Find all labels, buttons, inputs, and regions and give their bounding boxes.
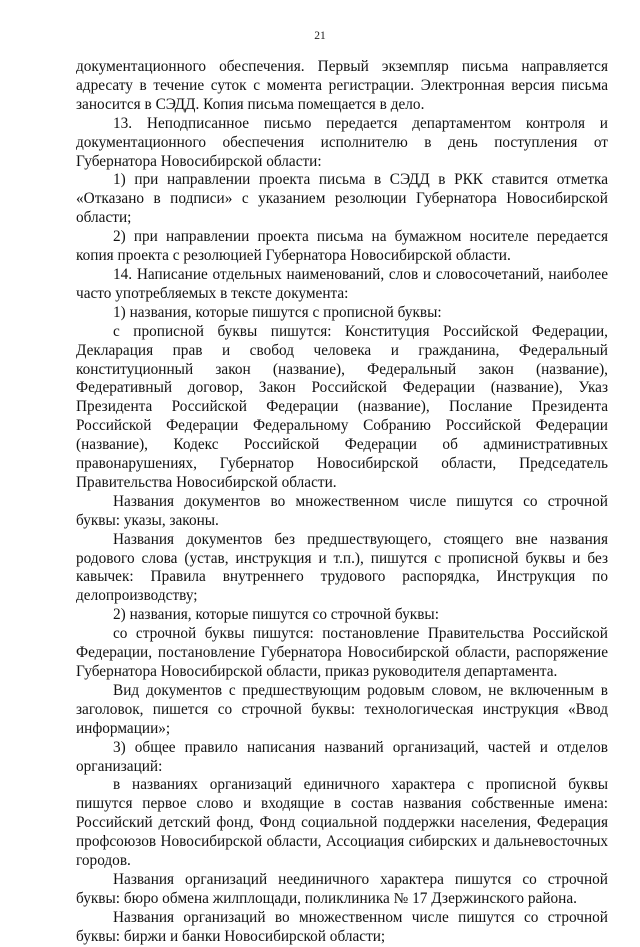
paragraph: 1) названия, которые пишутся с прописной буквы:: [113, 303, 442, 321]
paragraph: 13. Неподписанное письмо передается департаментом контроля и документационного обеспечения исполнителю в день поступления от Губернатора Новосибирской области:: [76, 114, 608, 170]
paragraph: Названия организаций во множественном числе пишутся со строчной буквы: биржи и банки Новосибирской области;: [76, 908, 608, 945]
paragraph: Названия документов во множественном числе пишутся со строчной буквы: указы, законы.: [76, 492, 608, 529]
paragraph: Названия организаций неединичного характера пишутся со строчной буквы: бюро обмена жилплощади, поликлиника № 17 Дзержинского района.: [76, 870, 608, 907]
paragraph: 1) при направлении проекта письма в СЭДД в РКК ставится отметка «Отказано в подписи» с указанием резолюции Губернатора Новосибирской области;: [76, 171, 608, 227]
paragraph: 2) при направлении проекта письма на бумажном носителе передается копия проекта с резолюцией Губернатора Новосибирской области.: [76, 228, 608, 265]
paragraph: Вид документов с предшествующим родовым словом, не включенным в заголовок, пишется со строчной буквы: технологическая инструкция «Ввод информации»;: [76, 681, 608, 737]
document-body: [76, 58, 608, 947]
paragraph: 2) названия, которые пишутся со строчной буквы:: [113, 606, 439, 624]
paragraph: документационного обеспечения. Первый экземпляр письма направляется адресату в течение суток с момента регистрации. Электронная версия письма заносится в СЭДД. Копия письма помещается в дело.: [76, 58, 608, 113]
paragraph: Названия документов без предшествующего, стоящего вне названия родового слова (устав, инструкция и т.п.), пишутся с прописной буквы и без кавычек: Правила внутреннего трудового распорядка, Инструкция по делопроизводству;: [76, 530, 608, 605]
page-number: 21: [314, 30, 326, 42]
paragraph: со строчной буквы пишутся: постановление Правительства Российской Федерации, постановление Губернатора Новосибирской области, распоряжение Губернатора Новосибирской области, приказ руководителя департамента.: [76, 625, 608, 680]
paragraph: в названиях организаций единичного характера с прописной буквы пишутся первое слово и входящие в состав названия собственные имена: Российский детский фонд, Фонд социальной поддержки населения, Федерация профсоюзов Новосибирской области, Ассоциация сибирских и дальневосточных городов.: [76, 776, 608, 870]
paragraph: 3) общее правило написания названий организаций, частей и отделов организаций:: [76, 738, 608, 775]
paragraph: с прописной буквы пишутся: Конституция Российской Федерации, Декларация прав и свобод человека и гражданина, Федеральный конституционный закон (название), Федеральный закон (название), Федеративный договор, Закон Российской Федерации (название), Указ Президента Российской Федерации (название), Послание Президента Российской Федерации Федеральному Собранию Российской Федерации (название), Кодекс Российской Федерации об административных правонарушениях, Губернатор Новосибирской области, Председатель Правительства Новосибирской области.: [76, 322, 608, 491]
paragraph: 14. Написание отдельных наименований, слов и словосочетаний, наиболее часто употребляемых в тексте документа:: [76, 265, 608, 302]
